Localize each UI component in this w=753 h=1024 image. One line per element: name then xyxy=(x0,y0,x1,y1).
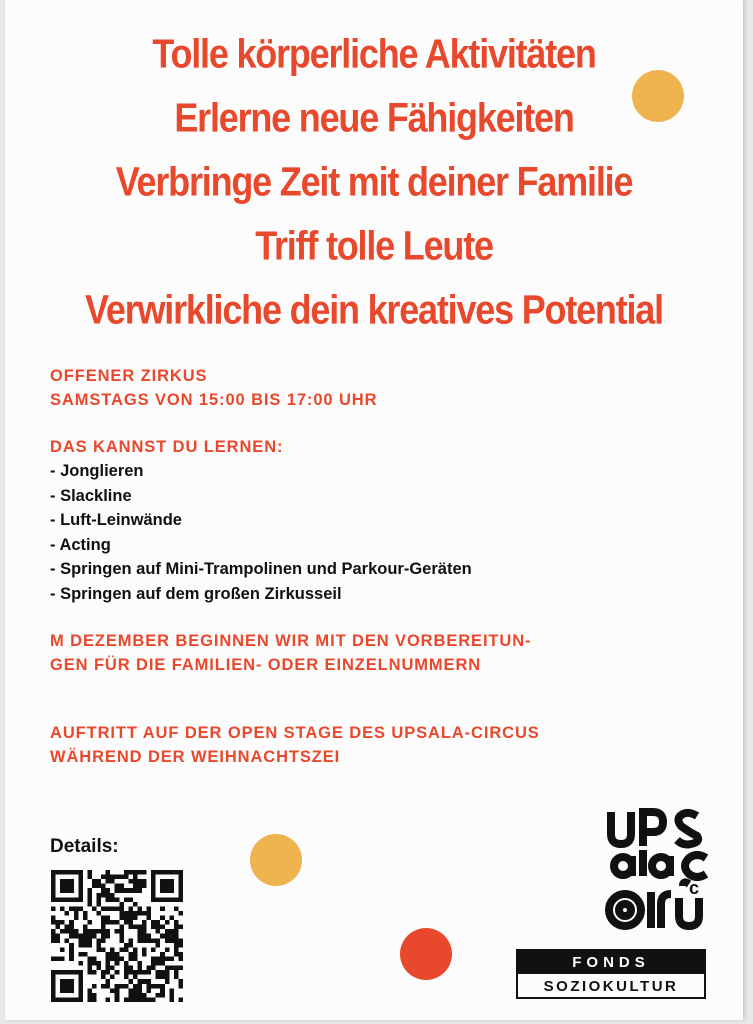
list-item: - Springen auf dem großen Zirkusseil xyxy=(50,584,342,603)
list-item: - Jonglieren xyxy=(50,462,144,480)
yellow-dot-middle xyxy=(250,834,302,886)
performance-line-2: WÄHREND DER WEIHNACHTSZEI xyxy=(50,748,341,766)
headline-1: Tolle körperliche Aktivitäten xyxy=(152,30,596,77)
list-item: - Slackline xyxy=(50,486,132,505)
list-item: - Acting xyxy=(50,535,111,554)
learn-heading: DAS KANNST DU LERNEN: xyxy=(50,438,284,456)
details-label: Details: xyxy=(50,836,119,857)
headline-5: Verwirkliche dein kreatives Potential xyxy=(85,286,663,333)
red-dot-bottom xyxy=(400,928,452,980)
fonds-soziokultur-logo xyxy=(516,949,706,999)
upsala-circus-logo xyxy=(603,806,715,932)
soziokultur-label: SOZIOKULTUR xyxy=(543,978,679,995)
december-line-2: GEN FÜR DIE FAMILIEN- ODER EINZELNUMMERN xyxy=(50,656,482,674)
logo-letter-c: c xyxy=(689,878,700,898)
headline-4: Triff tolle Leute xyxy=(255,222,493,269)
schedule-title: OFFENER ZIRKUS xyxy=(50,367,208,385)
poster xyxy=(5,0,743,1020)
december-line-1: M DEZEMBER BEGINNEN WIR MIT DEN VORBEREITUN- xyxy=(50,632,532,650)
headline-block xyxy=(5,22,743,342)
headline-2: Erlerne neue Fähigkeiten xyxy=(174,94,574,141)
list-item: - Springen auf Mini-Trampolinen und Parkour-Geräten xyxy=(50,560,472,578)
headline-3: Verbringe Zeit mit deiner Familie xyxy=(115,158,633,205)
list-item: - Luft-Leinwände xyxy=(50,511,182,529)
qr-code-icon[interactable] xyxy=(51,870,183,1002)
yellow-dot-top xyxy=(632,70,684,122)
fonds-label: FONDS xyxy=(518,951,704,974)
learn-list xyxy=(50,459,710,606)
info-section xyxy=(50,364,710,769)
performance-line-1: AUFTRITT AUF DER OPEN STAGE DES UPSALA-CIRCUS xyxy=(50,724,540,742)
schedule-time: SAMSTAGS VON 15:00 BIS 17:00 UHR xyxy=(50,391,378,409)
